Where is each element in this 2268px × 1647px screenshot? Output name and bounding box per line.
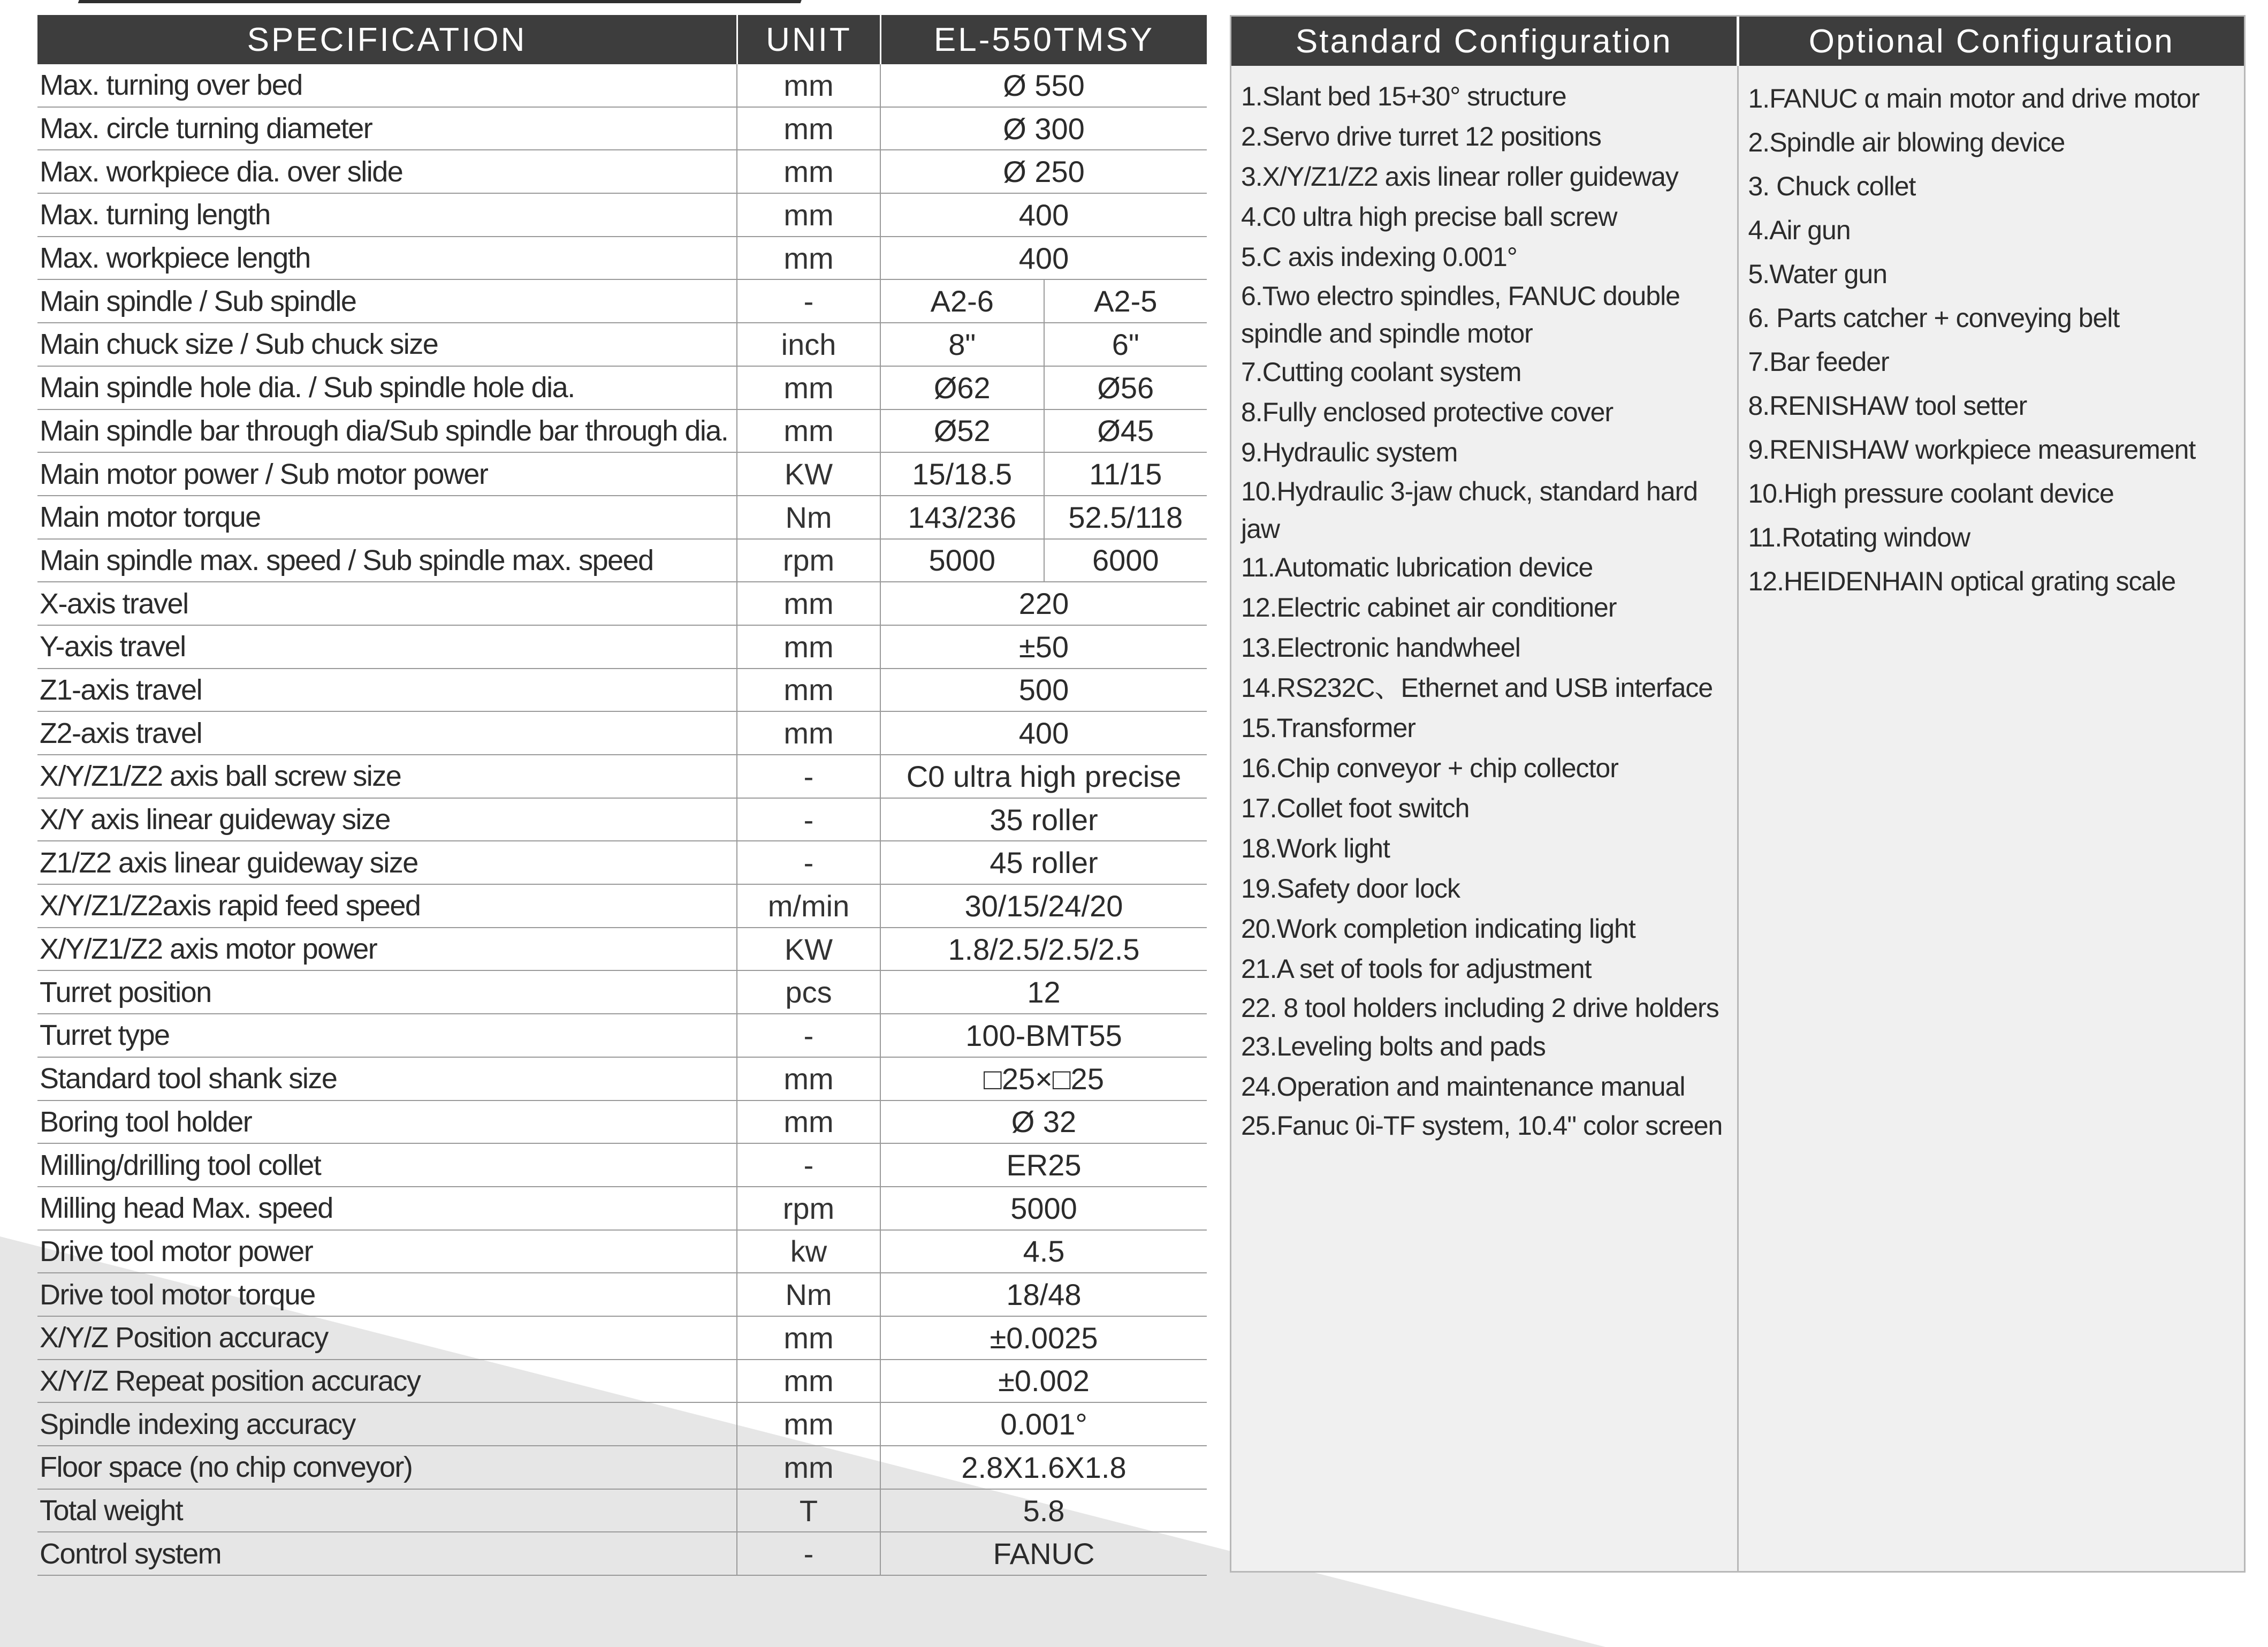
standard-configuration-item: 8.Fully enclosed protective cover <box>1241 397 1614 427</box>
spec-name: Main motor power / Sub motor power <box>40 458 488 490</box>
spec-value: 220 <box>880 582 1207 625</box>
spec-name: Turret position <box>40 976 211 1008</box>
spec-value: 12 <box>880 971 1207 1013</box>
spec-name: Drive tool motor power <box>40 1235 313 1267</box>
spec-unit: mm <box>736 237 880 279</box>
standard-configuration-item: 13.Electronic handwheel <box>1241 633 1520 663</box>
spec-value: Ø 250 <box>880 150 1207 193</box>
spec-value <box>880 496 1207 538</box>
spec-unit: pcs <box>736 971 880 1013</box>
optional-configuration-item: 6. Parts catcher + conveying belt <box>1748 303 2120 333</box>
spec-value: 18/48 <box>880 1273 1207 1316</box>
spec-unit: mm <box>736 367 880 409</box>
table-row <box>37 626 1207 669</box>
spec-name: Main spindle / Sub spindle <box>40 285 356 317</box>
spec-value: 35 roller <box>880 799 1207 841</box>
spec-value <box>880 410 1207 452</box>
spec-unit: mm <box>736 1360 880 1402</box>
standard-configuration-item: 2.Servo drive turret 12 positions <box>1241 122 1601 151</box>
spec-unit: KW <box>736 453 880 495</box>
table-row <box>37 841 1207 885</box>
spec-unit: Nm <box>736 496 880 538</box>
spec-name: Max. turning over bed <box>40 69 302 102</box>
spec-unit: mm <box>736 150 880 193</box>
table-row <box>37 1446 1207 1490</box>
optional-configuration-item: 12.HEIDENHAIN optical grating scale <box>1748 566 2176 596</box>
sub-spindle-value: 6" <box>1044 323 1207 366</box>
spec-name: Max. workpiece dia. over slide <box>40 155 403 188</box>
table-row <box>37 280 1207 323</box>
spec-value: 500 <box>880 669 1207 711</box>
spec-value: Ø 550 <box>880 64 1207 107</box>
table-row <box>37 496 1207 540</box>
spec-unit: mm <box>736 669 880 711</box>
spec-value: □25×□25 <box>880 1058 1207 1100</box>
header-model: EL-550TMSY <box>880 15 1207 64</box>
spec-unit: mm <box>736 1101 880 1143</box>
spec-value: ER25 <box>880 1144 1207 1186</box>
spec-value: 2.8X1.6X1.8 <box>880 1446 1207 1489</box>
table-row <box>37 150 1207 194</box>
spec-value: 400 <box>880 712 1207 754</box>
table-row <box>37 1490 1207 1533</box>
spec-value <box>880 540 1207 582</box>
standard-configuration-item: 14.RS232C、Ethernet and USB interface <box>1241 673 1713 703</box>
spec-name: Y-axis travel <box>40 631 186 663</box>
standard-configuration-item: 1.Slant bed 15+30° structure <box>1241 81 1566 111</box>
spec-unit: rpm <box>736 1187 880 1229</box>
main-spindle-value: 8" <box>948 327 976 361</box>
spec-name: X-axis travel <box>40 587 188 620</box>
spec-value: 5000 <box>880 1187 1207 1229</box>
table-row <box>37 1187 1207 1231</box>
spec-unit: mm <box>736 1403 880 1445</box>
spec-name: X/Y/Z1/Z2 axis motor power <box>40 933 377 966</box>
spec-value: 100-BMT55 <box>880 1014 1207 1057</box>
standard-configuration-item: 16.Chip conveyor + chip collector <box>1241 753 1618 783</box>
spec-unit: - <box>736 841 880 884</box>
spec-name: X/Y/Z1/Z2 axis ball screw size <box>40 760 401 793</box>
spec-unit: mm <box>736 626 880 668</box>
table-row <box>37 323 1207 367</box>
spec-unit: m/min <box>736 885 880 927</box>
table-row <box>37 712 1207 755</box>
table-row <box>37 453 1207 496</box>
standard-configuration-item: 11.Automatic lubrication device <box>1241 552 1593 582</box>
spec-name: Milling/drilling tool collet <box>40 1149 321 1181</box>
spec-value: Ø 300 <box>880 108 1207 150</box>
standard-configuration-item: 21.A set of tools for adjustment <box>1241 954 1592 984</box>
standard-configuration-item: 7.Cutting coolant system <box>1241 357 1521 387</box>
table-row <box>37 1144 1207 1187</box>
standard-configuration-item: 6.Two electro spindles, FANUC double spindle and spindle motor <box>1241 281 1680 348</box>
spec-unit: mm <box>736 410 880 452</box>
standard-configuration-item: 24.Operation and maintenance manual <box>1241 1072 1685 1102</box>
spec-value: 1.8/2.5/2.5/2.5 <box>880 928 1207 970</box>
standard-configuration-item: 19.Safety door lock <box>1241 874 1460 904</box>
spec-value: C0 ultra high precise <box>880 755 1207 798</box>
spec-value: 30/15/24/20 <box>880 885 1207 927</box>
spec-name: X/Y/Z Position accuracy <box>40 1322 328 1354</box>
table-row <box>37 1360 1207 1403</box>
main-spindle-value: A2-6 <box>930 284 994 318</box>
spec-name: Control system <box>40 1537 222 1570</box>
table-row <box>37 669 1207 712</box>
spec-value <box>880 323 1207 366</box>
main-spindle-value: 143/236 <box>908 500 1016 534</box>
spec-name: Floor space (no chip conveyor) <box>40 1451 413 1484</box>
spec-unit: mm <box>736 582 880 625</box>
spec-unit: mm <box>736 1058 880 1100</box>
spec-unit: mm <box>736 1446 880 1489</box>
main-spindle-value: Ø52 <box>933 414 991 448</box>
spec-unit: mm <box>736 194 880 236</box>
spec-value: 0.001° <box>880 1403 1207 1445</box>
spec-name: X/Y axis linear guideway size <box>40 803 390 836</box>
spec-unit: KW <box>736 928 880 970</box>
specification-rows <box>37 64 1207 1576</box>
main-spindle-value: 15/18.5 <box>912 457 1013 491</box>
standard-configuration-item: 3.X/Y/Z1/Z2 axis linear roller guideway <box>1241 162 1678 192</box>
spec-unit: mm <box>736 1317 880 1359</box>
table-row <box>37 237 1207 280</box>
standard-configuration-item: 23.Leveling bolts and pads <box>1241 1031 1546 1061</box>
standard-configuration-item: 18.Work light <box>1241 833 1390 863</box>
table-row <box>37 540 1207 583</box>
optional-configuration-item: 5.Water gun <box>1748 259 1888 289</box>
spec-unit: - <box>736 1014 880 1057</box>
spec-name: Spindle indexing accuracy <box>40 1408 355 1440</box>
spec-value <box>880 280 1207 322</box>
header-specification: SPECIFICATION <box>247 21 527 58</box>
spec-unit: Nm <box>736 1273 880 1316</box>
standard-configuration-item: 15.Transformer <box>1241 713 1415 743</box>
table-row <box>37 1403 1207 1446</box>
optional-configuration-list <box>1737 66 2244 1571</box>
optional-configuration-item: 10.High pressure coolant device <box>1748 479 2114 508</box>
table-row <box>37 1231 1207 1274</box>
optional-configuration-item: 7.Bar feeder <box>1748 347 1889 377</box>
spec-unit: mm <box>736 64 880 107</box>
sub-spindle-value: 11/15 <box>1044 453 1207 495</box>
spec-value: Ø 32 <box>880 1101 1207 1143</box>
spec-name: Drive tool motor torque <box>40 1278 315 1311</box>
spec-value: FANUC <box>880 1532 1207 1575</box>
standard-configuration-item: 5.C axis indexing 0.001° <box>1241 242 1517 272</box>
standard-configuration-item: 4.C0 ultra high precise ball screw <box>1241 202 1617 232</box>
table-row <box>37 108 1207 151</box>
spec-value: 4.5 <box>880 1231 1207 1273</box>
table-row <box>37 799 1207 842</box>
spec-name: Z1/Z2 axis linear guideway size <box>40 846 418 879</box>
sub-spindle-value: Ø45 <box>1044 410 1207 452</box>
main-spindle-value: 5000 <box>928 543 996 578</box>
table-row <box>37 971 1207 1014</box>
configuration-header <box>1231 17 2244 66</box>
standard-configuration-list <box>1231 66 1737 1571</box>
spec-unit: mm <box>736 108 880 150</box>
standard-configuration-item: 17.Collet foot switch <box>1241 793 1470 823</box>
spec-name: Standard tool shank size <box>40 1062 337 1095</box>
spec-unit: T <box>736 1490 880 1532</box>
spec-name: Main spindle hole dia. / Sub spindle hole dia. <box>40 371 575 404</box>
table-row <box>37 1058 1207 1101</box>
spec-value: 400 <box>880 194 1207 236</box>
spec-value: 45 roller <box>880 841 1207 884</box>
spec-name: X/Y/Z1/Z2axis rapid feed speed <box>40 890 421 922</box>
table-row <box>37 928 1207 971</box>
main-spindle-value: Ø62 <box>933 370 991 405</box>
optional-configuration-title: Optional Configuration <box>1737 17 2244 66</box>
standard-configuration-title: Standard Configuration <box>1295 22 1672 60</box>
optional-configuration-item: 1.FANUC α main motor and drive motor <box>1748 84 2199 113</box>
configuration-panel <box>1230 15 2246 1573</box>
spec-value: ±50 <box>880 626 1207 668</box>
spec-value: ±0.0025 <box>880 1317 1207 1359</box>
specification-table <box>37 15 1207 1576</box>
spec-value <box>880 367 1207 409</box>
table-row <box>37 1101 1207 1144</box>
spec-name: Boring tool holder <box>40 1105 252 1138</box>
table-row <box>37 755 1207 799</box>
spec-unit: inch <box>736 323 880 366</box>
spec-unit: mm <box>736 712 880 754</box>
table-row <box>37 1532 1207 1576</box>
spec-unit: - <box>736 755 880 798</box>
table-row <box>37 582 1207 626</box>
specification-table-header <box>37 15 1207 64</box>
optional-configuration-item: 8.RENISHAW tool setter <box>1748 391 2027 421</box>
spec-unit: kw <box>736 1231 880 1273</box>
table-row <box>37 367 1207 410</box>
spec-name: Max. circle turning diameter <box>40 112 372 145</box>
standard-configuration-item: 12.Electric cabinet air conditioner <box>1241 593 1617 623</box>
standard-configuration-item: 10.Hydraulic 3-jaw chuck, standard hard jaw <box>1241 476 1698 544</box>
spec-name: X/Y/Z Repeat position accuracy <box>40 1364 421 1397</box>
spec-unit: - <box>736 1144 880 1186</box>
spec-name: Main motor torque <box>40 501 261 534</box>
table-row <box>37 1317 1207 1360</box>
table-row <box>37 1273 1207 1317</box>
standard-configuration-item: 22. 8 tool holders including 2 drive holders <box>1241 993 1719 1023</box>
standard-configuration-item: 9.Hydraulic system <box>1241 437 1458 467</box>
sub-spindle-value: A2-5 <box>1044 280 1207 322</box>
table-row <box>37 64 1207 108</box>
table-row <box>37 885 1207 928</box>
spec-value <box>880 453 1207 495</box>
optional-configuration-item: 9.RENISHAW workpiece measurement <box>1748 435 2196 465</box>
sub-spindle-value: 6000 <box>1044 540 1207 582</box>
table-row <box>37 194 1207 237</box>
spec-value: 400 <box>880 237 1207 279</box>
spec-unit: - <box>736 1532 880 1575</box>
sub-spindle-value: 52.5/118 <box>1044 496 1207 538</box>
spec-name: Z2-axis travel <box>40 717 202 749</box>
spec-name: Turret type <box>40 1019 170 1052</box>
sub-spindle-value: Ø56 <box>1044 367 1207 409</box>
optional-configuration-item: 11.Rotating window <box>1748 522 1970 552</box>
table-row <box>37 1014 1207 1058</box>
spec-name: Total weight <box>40 1494 183 1527</box>
spec-name: Main chuck size / Sub chuck size <box>40 328 438 361</box>
spec-value: 5.8 <box>880 1490 1207 1532</box>
header-title-fragment <box>78 0 805 3</box>
spec-name: Max. workpiece length <box>40 242 310 275</box>
spec-name: Main spindle max. speed / Sub spindle max. speed <box>40 544 653 576</box>
optional-configuration-item: 2.Spindle air blowing device <box>1748 127 2065 157</box>
header-unit: UNIT <box>736 15 880 64</box>
spec-name: Main spindle bar through dia/Sub spindle bar through dia. <box>40 414 728 447</box>
spec-name: Max. turning length <box>40 199 270 231</box>
standard-configuration-item: 20.Work completion indicating light <box>1241 914 1635 944</box>
spec-name: Milling head Max. speed <box>40 1192 333 1225</box>
table-row <box>37 410 1207 453</box>
spec-unit: - <box>736 799 880 841</box>
standard-configuration-item: 25.Fanuc 0i-TF system, 10.4" color screen <box>1241 1111 1723 1141</box>
spec-value: ±0.002 <box>880 1360 1207 1402</box>
spec-name: Z1-axis travel <box>40 673 202 706</box>
optional-configuration-item: 4.Air gun <box>1748 215 1851 245</box>
spec-unit: - <box>736 280 880 322</box>
optional-configuration-item: 3. Chuck collet <box>1748 171 1916 201</box>
spec-unit: rpm <box>736 540 880 582</box>
